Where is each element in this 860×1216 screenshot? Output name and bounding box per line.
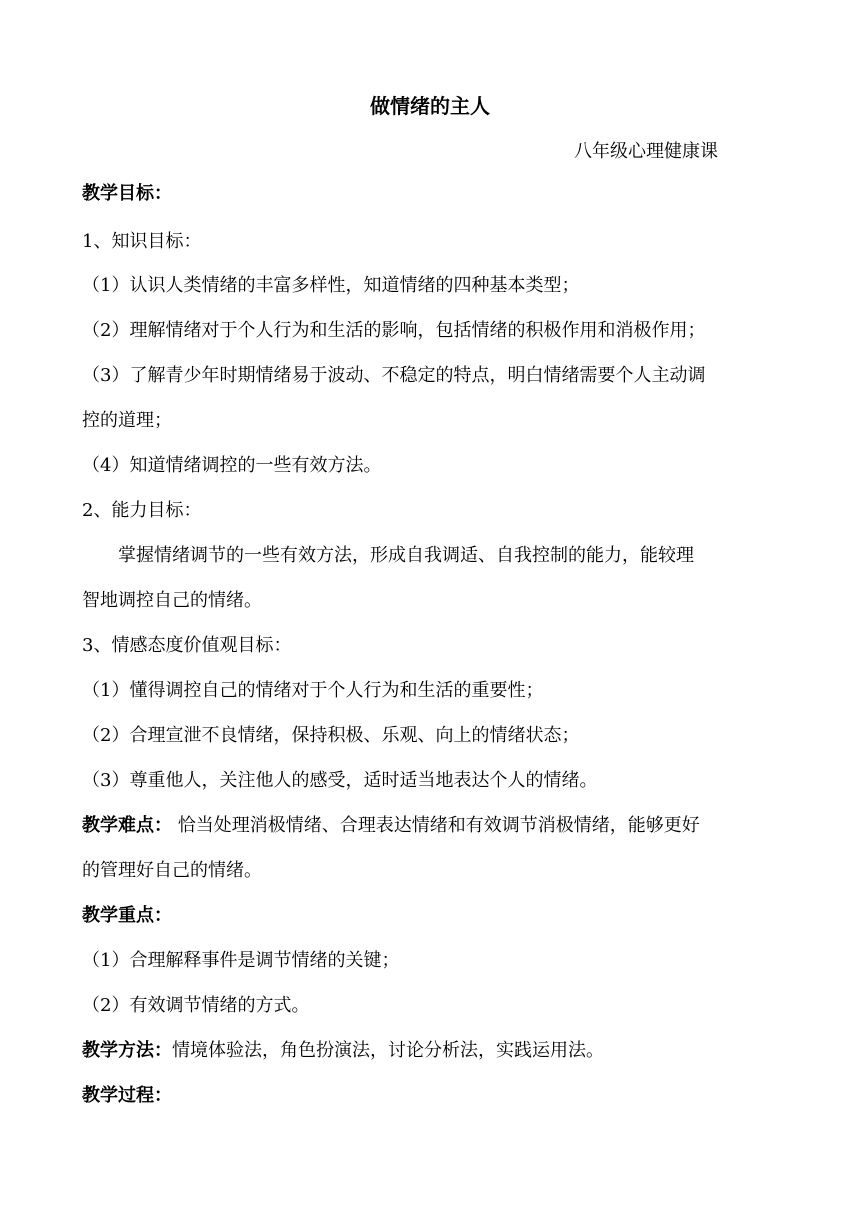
document-title: 做情绪的主人 [370,94,490,118]
ability-text-continuation: 智地调控自己的情绪。 [82,590,262,611]
knowledge-item: （1）认识人类情绪的丰富多样性，知道情绪的四种基本类型； [82,275,580,296]
attitude-item: （3）尊重他人，关注他人的感受，适时适当地表达个人的情绪。 [82,770,598,791]
attitude-heading: 3、情感态度价值观目标： [82,635,292,656]
attitude-item: （2）合理宣泄不良情绪，保持积极、乐观、向上的情绪状态； [82,725,580,746]
objectives-heading: 教学目标： [82,183,172,204]
difficulty-text-continuation: 的管理好自己的情绪。 [82,860,262,881]
methods-line [82,1038,782,1064]
key-points-heading: 教学重点： [82,905,172,926]
difficulty-text: 恰当处理消极情绪、合理表达情绪和有效调节消极情绪，能够更好 [172,815,700,836]
key-point-item: （2）有效调节情绪的方式。 [82,995,310,1016]
methods-text: 情境体验法，角色扮演法，讨论分析法，实践运用法。 [172,1040,604,1061]
attitude-item: （1）懂得调控自己的情绪对于个人行为和生活的重要性； [82,680,544,701]
key-point-item: （1）合理解释事件是调节情绪的关键； [82,950,400,971]
process-heading: 教学过程： [82,1085,172,1106]
methods-label: 教学方法： [82,1040,172,1061]
knowledge-item: （2）理解情绪对于个人行为和生活的影响，包括情绪的积极作用和消极作用； [82,320,706,341]
ability-text: 掌握情绪调节的一些有效方法，形成自我调适、自我控制的能力，能较理 [82,545,694,566]
knowledge-heading: 1、知识目标： [82,231,202,252]
difficulty-line [82,813,782,839]
ability-heading: 2、能力目标： [82,500,202,521]
difficulty-label: 教学难点： [82,815,172,836]
document-subtitle: 八年级心理健康课 [574,141,718,162]
knowledge-item: （4）知道情绪调控的一些有效方法。 [82,455,382,476]
knowledge-item-continuation: 控的道理； [82,410,172,431]
knowledge-item: （3）了解青少年时期情绪易于波动、不稳定的特点，明白情绪需要个人主动调 [82,365,706,386]
